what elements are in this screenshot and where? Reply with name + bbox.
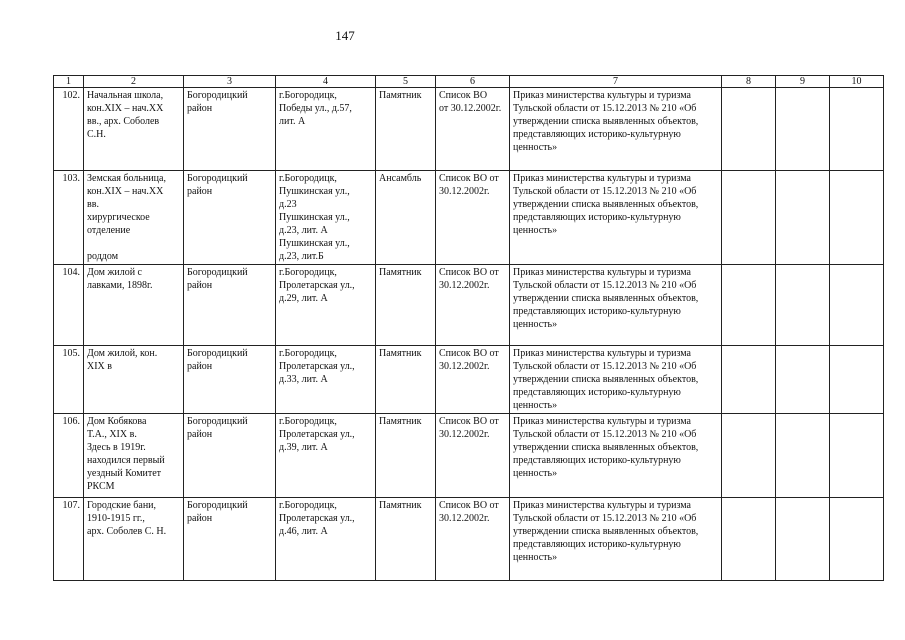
cell-column-10: [830, 346, 884, 414]
table-row: [54, 88, 884, 171]
cell-line: район: [187, 103, 213, 114]
cell-line: Список ВО от: [439, 348, 499, 359]
cell-column-8: [722, 171, 776, 265]
column-header: 2: [84, 76, 184, 88]
cell-number: [54, 414, 84, 498]
cell-line: район: [187, 429, 213, 440]
cell-line: д.46, лит. А: [279, 526, 328, 537]
cell-order-document: [510, 265, 722, 346]
table-row: [54, 346, 884, 414]
cell-line: Городские бани,: [87, 500, 157, 511]
cell-column-8: [722, 265, 776, 346]
cell-text: Памятник: [379, 267, 422, 278]
table-row: [54, 171, 884, 265]
cell-text: 106.: [62, 416, 80, 427]
cell-object-type: [376, 88, 436, 171]
cell-line: Пушкинская ул.,: [279, 238, 350, 249]
cell-list-reference: [436, 171, 510, 265]
cell-line: 30.12.2002г.: [439, 280, 490, 291]
cell-text: 104.: [62, 267, 80, 278]
cell-line: Дом Кобякова: [87, 416, 147, 427]
cell-number: [54, 171, 84, 265]
cell-line: роддом: [87, 251, 119, 262]
cell-line: Дом жилой, кон.: [87, 348, 158, 359]
cell-column-9: [776, 346, 830, 414]
cell-text: 103.: [62, 173, 80, 184]
cell-district: [184, 88, 276, 171]
cell-text: Приказ министерства культуры и туризма Тульской области от 15.12.2013 № 210 «Об утверждении списка выявленных объектов, представляющих историко-культурную ценность»: [513, 90, 699, 153]
cell-line: д.39, лит. А: [279, 442, 328, 453]
cell-line: Богородицкий: [187, 173, 248, 184]
cell-line: район: [187, 186, 213, 197]
cell-order-document: [510, 171, 722, 265]
cell-line: [87, 237, 180, 250]
cell-line: д.23, лит.Б: [279, 251, 324, 262]
cell-number: [54, 346, 84, 414]
cell-order-document: [510, 88, 722, 171]
table-row: [54, 498, 884, 581]
cell-line: арх. Соболев С. Н.: [87, 526, 167, 537]
cell-line: кон.XIX – нач.XX: [87, 103, 164, 114]
cell-line: Победы ул., д.57,: [279, 103, 352, 114]
cell-line: С.Н.: [87, 129, 106, 140]
cell-line: Пушкинская ул.,: [279, 212, 350, 223]
cell-line: лавками, 1898г.: [87, 280, 153, 291]
cell-number: [54, 265, 84, 346]
cell-column-9: [776, 88, 830, 171]
cell-text: Приказ министерства культуры и туризма Тульской области от 15.12.2013 № 210 «Об утверждении списка выявленных объектов, представляющих историко-культурную ценность»: [513, 267, 699, 330]
cell-column-9: [776, 171, 830, 265]
cell-object-type: [376, 414, 436, 498]
column-header: 10: [830, 76, 884, 88]
cell-line: район: [187, 280, 213, 291]
cell-text: Приказ министерства культуры и туризма Тульской области от 15.12.2013 № 210 «Об утверждении списка выявленных объектов, представляющих историко-культурную ценность»: [513, 416, 699, 479]
cell-line: 30.12.2002г.: [439, 429, 490, 440]
cell-list-reference: [436, 498, 510, 581]
column-header: 1: [54, 76, 84, 88]
cell-line: д.33, лит. А: [279, 374, 328, 385]
cell-line: г.Богородицк,: [279, 348, 337, 359]
cell-object-name: [84, 346, 184, 414]
cell-line: от 30.12.2002г.: [439, 103, 502, 114]
cell-column-10: [830, 171, 884, 265]
table-row: [54, 414, 884, 498]
cell-line: находился первый: [87, 455, 165, 466]
cell-line: 30.12.2002г.: [439, 513, 490, 524]
cell-text: 102.: [62, 90, 80, 101]
cell-line: г.Богородицк,: [279, 500, 337, 511]
page-number: 147: [335, 28, 355, 43]
cell-object-name: [84, 498, 184, 581]
cell-line: хирургическое: [87, 212, 150, 223]
cell-line: д.29, лит. А: [279, 293, 328, 304]
cell-column-9: [776, 265, 830, 346]
column-header: 5: [376, 76, 436, 88]
cell-text: Памятник: [379, 90, 422, 101]
cell-order-document: [510, 346, 722, 414]
cell-line: г.Богородицк,: [279, 173, 337, 184]
cell-object-type: [376, 498, 436, 581]
cell-line: Богородицкий: [187, 500, 248, 511]
cell-line: уездный Комитет: [87, 468, 162, 479]
cell-text: 107.: [62, 500, 80, 511]
cell-line: д.23, лит. А: [279, 225, 328, 236]
cell-line: Список ВО от: [439, 173, 499, 184]
cell-line: отделение: [87, 225, 131, 236]
cell-line: РКСМ: [87, 481, 115, 492]
cell-object-type: [376, 265, 436, 346]
cell-column-8: [722, 346, 776, 414]
cell-line: г.Богородицк,: [279, 416, 337, 427]
cell-line: Пролетарская ул.,: [279, 361, 355, 372]
cell-line: Богородицкий: [187, 348, 248, 359]
cell-column-9: [776, 498, 830, 581]
cell-number: [54, 498, 84, 581]
cell-list-reference: [436, 88, 510, 171]
cell-line: район: [187, 361, 213, 372]
cell-line: XIX в: [87, 361, 112, 372]
cell-column-8: [722, 88, 776, 171]
cell-list-reference: [436, 414, 510, 498]
cell-line: Список ВО от: [439, 267, 499, 278]
cell-line: вв.: [87, 199, 99, 210]
cell-line: Список ВО от: [439, 416, 499, 427]
cell-line: Пролетарская ул.,: [279, 280, 355, 291]
cell-object-type: [376, 171, 436, 265]
cell-line: д.23: [279, 199, 297, 210]
cell-text: Ансамбль: [379, 173, 422, 184]
cell-line: Начальная школа,: [87, 90, 164, 101]
cell-column-8: [722, 498, 776, 581]
cell-district: [184, 346, 276, 414]
cell-line: кон.XIX – нач.XX: [87, 186, 164, 197]
cell-line: Список ВО от: [439, 500, 499, 511]
column-header: 8: [722, 76, 776, 88]
cell-object-name: [84, 171, 184, 265]
cell-address: [276, 414, 376, 498]
cell-line: вв., арх. Соболев: [87, 116, 160, 127]
cell-column-8: [722, 414, 776, 498]
cell-text: Приказ министерства культуры и туризма Тульской области от 15.12.2013 № 210 «Об утверждении списка выявленных объектов, представляющих историко-культурную ценность»: [513, 348, 699, 411]
cell-line: 30.12.2002г.: [439, 361, 490, 372]
cell-text: Памятник: [379, 500, 422, 511]
cell-address: [276, 171, 376, 265]
cell-object-type: [376, 346, 436, 414]
cell-object-name: [84, 265, 184, 346]
cell-address: [276, 265, 376, 346]
cell-object-name: [84, 88, 184, 171]
cell-line: Богородицкий: [187, 416, 248, 427]
cell-object-name: [84, 414, 184, 498]
column-header: 7: [510, 76, 722, 88]
cell-number: [54, 88, 84, 171]
cell-text: 105.: [62, 348, 80, 359]
cell-column-10: [830, 88, 884, 171]
cell-district: [184, 265, 276, 346]
cell-address: [276, 88, 376, 171]
header-row: [54, 76, 884, 88]
cell-order-document: [510, 498, 722, 581]
cell-line: лит. А: [279, 116, 306, 127]
cell-line: 1910-1915 гг.,: [87, 513, 145, 524]
table-body: [54, 88, 884, 581]
cell-text: Памятник: [379, 348, 422, 359]
column-header: 6: [436, 76, 510, 88]
cell-address: [276, 498, 376, 581]
cell-district: [184, 414, 276, 498]
cell-column-10: [830, 498, 884, 581]
cell-line: г.Богородицк,: [279, 267, 337, 278]
cell-line: Пролетарская ул.,: [279, 513, 355, 524]
column-header: 9: [776, 76, 830, 88]
cell-district: [184, 498, 276, 581]
cell-address: [276, 346, 376, 414]
cell-column-10: [830, 414, 884, 498]
cell-district: [184, 171, 276, 265]
cell-line: Список ВО: [439, 90, 488, 101]
cell-text: Приказ министерства культуры и туризма Тульской области от 15.12.2013 № 210 «Об утверждении списка выявленных объектов, представляющих историко-культурную ценность»: [513, 500, 699, 563]
cell-line: Пушкинская ул.,: [279, 186, 350, 197]
cell-line: г.Богородицк,: [279, 90, 337, 101]
column-header: 4: [276, 76, 376, 88]
cell-line: 30.12.2002г.: [439, 186, 490, 197]
cell-line: район: [187, 513, 213, 524]
cell-line: Пролетарская ул.,: [279, 429, 355, 440]
cell-line: Богородицкий: [187, 90, 248, 101]
cell-line: Здесь в 1919г.: [87, 442, 146, 453]
cell-line: Дом жилой с: [87, 267, 142, 278]
cell-line: Земская больница,: [87, 173, 166, 184]
cell-line: Богородицкий: [187, 267, 248, 278]
cell-list-reference: [436, 265, 510, 346]
table-row: [54, 265, 884, 346]
cell-text: Памятник: [379, 416, 422, 427]
cell-text: Приказ министерства культуры и туризма Тульской области от 15.12.2013 № 210 «Об утверждении списка выявленных объектов, представляющих историко-культурную ценность»: [513, 173, 699, 236]
cell-order-document: [510, 414, 722, 498]
cell-line: Т.А., XIX в.: [87, 429, 137, 440]
heritage-registry-table: [53, 75, 884, 581]
cell-column-9: [776, 414, 830, 498]
cell-list-reference: [436, 346, 510, 414]
column-header: 3: [184, 76, 276, 88]
cell-column-10: [830, 265, 884, 346]
